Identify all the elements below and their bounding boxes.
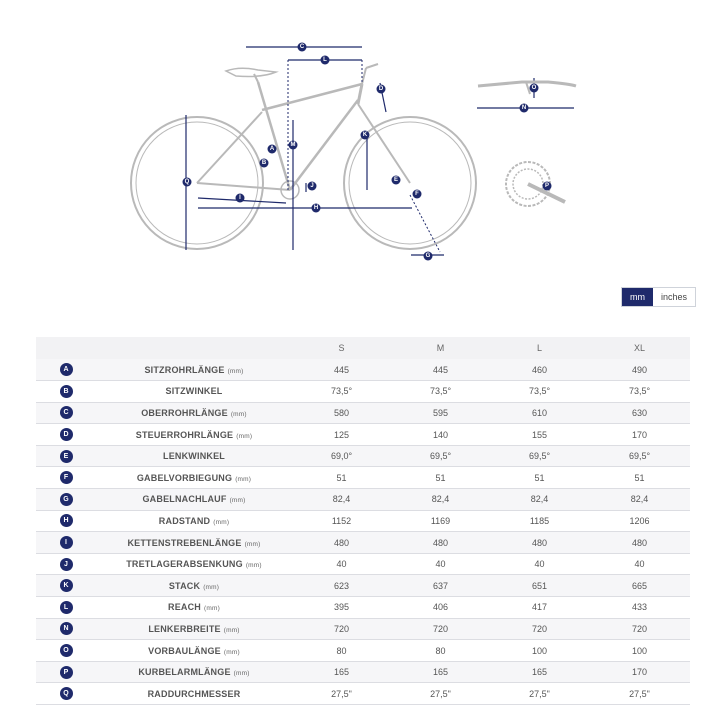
badge-I xyxy=(236,194,245,203)
measurement-code-badge: H xyxy=(60,514,73,527)
handlebar-detail xyxy=(478,82,576,94)
crankset-detail xyxy=(506,162,565,206)
measurement-name-cell xyxy=(96,445,292,467)
measurement-name: KETTENSTREBENLÄNGE xyxy=(127,537,242,548)
svg-text:N: N xyxy=(521,105,527,111)
svg-text:I: I xyxy=(239,195,241,201)
measurement-code-badge: A xyxy=(60,363,73,376)
measurement-name: LENKWINKEL xyxy=(163,451,225,462)
measurement-code-badge: J xyxy=(60,558,73,571)
measurement-name-cell xyxy=(96,575,292,597)
table-row xyxy=(36,661,690,683)
value-cell: 27,5" xyxy=(490,683,589,705)
value-cell: 51 xyxy=(490,467,589,489)
value-cell: 480 xyxy=(292,532,391,554)
measurement-name-cell xyxy=(96,402,292,424)
badge-P xyxy=(543,182,552,191)
value-cell: 480 xyxy=(490,532,589,554)
row-badge-cell xyxy=(36,683,96,705)
badge-H xyxy=(312,204,321,213)
measurement-name-cell xyxy=(96,424,292,446)
row-badge-cell xyxy=(36,381,96,403)
value-cell: 165 xyxy=(292,661,391,683)
dimension-lines xyxy=(186,47,574,255)
value-cell: 51 xyxy=(391,467,490,489)
measurement-name-cell xyxy=(96,467,292,489)
value-cell: 1185 xyxy=(490,510,589,532)
measurement-name: GABELVORBIEGUNG xyxy=(136,472,233,483)
size-header[interactable]: L xyxy=(490,337,589,359)
measurement-unit: (mm) xyxy=(233,670,250,678)
svg-text:O: O xyxy=(531,85,537,91)
measurement-unit: (mm) xyxy=(204,605,220,613)
measurement-code-badge: L xyxy=(60,601,73,614)
value-cell: 720 xyxy=(292,618,391,640)
value-cell: 720 xyxy=(490,618,589,640)
bike-geometry-diagram xyxy=(0,0,720,280)
geometry-table xyxy=(36,337,690,705)
measurement-name: TRETLAGERABSENKUNG xyxy=(126,559,243,570)
value-cell: 480 xyxy=(589,532,690,554)
table-row xyxy=(36,445,690,467)
svg-text:K: K xyxy=(362,132,368,138)
svg-text:F: F xyxy=(415,191,419,197)
value-cell: 27,5" xyxy=(589,683,690,705)
row-badge-cell xyxy=(36,402,96,424)
table-row xyxy=(36,618,690,640)
measurement-name-cell xyxy=(96,532,292,554)
row-badge-cell xyxy=(36,597,96,619)
measurement-name-cell xyxy=(96,640,292,662)
table-row xyxy=(36,683,690,705)
value-cell: 100 xyxy=(589,640,690,662)
row-badge-cell xyxy=(36,553,96,575)
measurement-unit: (mm) xyxy=(203,583,220,591)
measurement-unit: (mm) xyxy=(229,497,246,505)
value-cell: 69,5° xyxy=(391,445,490,467)
measurement-unit: (mm) xyxy=(223,648,240,656)
svg-text:C: C xyxy=(299,44,305,50)
measurement-name-cell xyxy=(96,618,292,640)
svg-text:A: A xyxy=(269,146,275,152)
value-cell: 651 xyxy=(490,575,589,597)
measurement-unit: (mm) xyxy=(245,562,262,570)
value-cell: 170 xyxy=(589,424,690,446)
badge-J xyxy=(308,182,317,191)
table-row xyxy=(36,424,690,446)
value-cell: 80 xyxy=(292,640,391,662)
badge-L xyxy=(321,56,330,65)
badge-K xyxy=(361,131,370,140)
svg-text:Q: Q xyxy=(184,179,190,185)
value-cell: 406 xyxy=(391,597,490,619)
badge-C xyxy=(298,43,307,52)
table-row xyxy=(36,640,690,662)
value-cell: 125 xyxy=(292,424,391,446)
unit-inches-button[interactable]: inches xyxy=(653,288,695,306)
value-cell: 1206 xyxy=(589,510,690,532)
value-cell: 445 xyxy=(292,359,391,381)
value-cell: 665 xyxy=(589,575,690,597)
value-cell: 637 xyxy=(391,575,490,597)
value-cell: 595 xyxy=(391,402,490,424)
measurement-name-cell xyxy=(96,359,292,381)
value-cell: 82,4 xyxy=(391,489,490,511)
measurement-code-badge: I xyxy=(60,536,73,549)
value-cell: 82,4 xyxy=(589,489,690,511)
table-row xyxy=(36,381,690,403)
measurement-code-badge: F xyxy=(60,471,73,484)
table-header-row xyxy=(36,337,690,359)
measurement-unit: (mm) xyxy=(227,367,244,375)
value-cell: 395 xyxy=(292,597,391,619)
value-cell: 630 xyxy=(589,402,690,424)
badge-E xyxy=(392,176,401,185)
measurement-name-cell xyxy=(96,381,292,403)
svg-text:G: G xyxy=(425,253,431,259)
row-badge-cell xyxy=(36,510,96,532)
value-cell: 170 xyxy=(589,661,690,683)
value-cell: 720 xyxy=(391,618,490,640)
size-header[interactable]: XL xyxy=(589,337,690,359)
value-cell: 480 xyxy=(391,532,490,554)
measurement-name: SITZROHRLÄNGE xyxy=(144,364,225,375)
value-cell: 490 xyxy=(589,359,690,381)
measurement-name: STACK xyxy=(168,580,201,591)
value-cell: 165 xyxy=(490,661,589,683)
value-cell: 27,5" xyxy=(391,683,490,705)
header-badge-cell xyxy=(36,337,96,359)
svg-text:M: M xyxy=(290,142,296,148)
measurement-unit: (mm) xyxy=(223,626,240,634)
value-cell: 51 xyxy=(589,467,690,489)
measurement-name: REACH xyxy=(168,602,202,613)
value-cell: 40 xyxy=(391,553,490,575)
measurement-code-badge: Q xyxy=(60,687,73,700)
measurement-name-cell xyxy=(96,553,292,575)
table-row xyxy=(36,467,690,489)
value-cell: 73,5° xyxy=(589,381,690,403)
unit-mm-button[interactable]: mm xyxy=(622,288,653,306)
unit-toggle xyxy=(621,287,696,307)
measurement-name-cell xyxy=(96,683,292,705)
value-cell: 1152 xyxy=(292,510,391,532)
measurement-code-badge: O xyxy=(60,644,73,657)
row-badge-cell xyxy=(36,661,96,683)
value-cell: 73,5° xyxy=(292,381,391,403)
measurement-code-badge: G xyxy=(60,493,73,506)
row-badge-cell xyxy=(36,640,96,662)
value-cell: 720 xyxy=(589,618,690,640)
measurement-unit: (mm) xyxy=(213,518,230,526)
table-row xyxy=(36,489,690,511)
row-badge-cell xyxy=(36,424,96,446)
measurement-code-badge: E xyxy=(60,450,73,463)
badge-G xyxy=(424,252,433,261)
table-row xyxy=(36,402,690,424)
measurement-name: OBERROHRLÄNGE xyxy=(141,407,228,418)
value-cell: 82,4 xyxy=(490,489,589,511)
badge-M xyxy=(289,141,298,150)
size-header[interactable]: M xyxy=(391,337,490,359)
value-cell: 165 xyxy=(391,661,490,683)
measurement-name: GABELNACHLAUF xyxy=(142,494,227,505)
value-cell: 40 xyxy=(589,553,690,575)
badge-B xyxy=(260,159,269,168)
value-cell: 73,5° xyxy=(490,381,589,403)
value-cell: 580 xyxy=(292,402,391,424)
svg-text:L: L xyxy=(323,57,327,63)
measurement-name: RADSTAND xyxy=(158,515,211,526)
value-cell: 27,5" xyxy=(292,683,391,705)
header-name-cell xyxy=(96,337,292,359)
value-cell: 623 xyxy=(292,575,391,597)
value-cell: 69,5° xyxy=(589,445,690,467)
measurement-name-cell xyxy=(96,661,292,683)
badge-O xyxy=(530,84,539,93)
value-cell: 140 xyxy=(391,424,490,446)
svg-text:H: H xyxy=(313,205,319,211)
row-badge-cell xyxy=(36,445,96,467)
value-cell: 69,5° xyxy=(490,445,589,467)
measurement-code-badge: K xyxy=(60,579,73,592)
measurement-unit: (mm) xyxy=(230,410,247,418)
row-badge-cell xyxy=(36,467,96,489)
badge-A xyxy=(268,145,277,154)
value-cell: 155 xyxy=(490,424,589,446)
value-cell: 610 xyxy=(490,402,589,424)
value-cell: 100 xyxy=(490,640,589,662)
measurement-name-cell xyxy=(96,489,292,511)
row-badge-cell xyxy=(36,575,96,597)
size-header[interactable]: S xyxy=(292,337,391,359)
table-row xyxy=(36,597,690,619)
row-badge-cell xyxy=(36,489,96,511)
value-cell: 40 xyxy=(292,553,391,575)
row-badge-cell xyxy=(36,359,96,381)
measurement-unit: (mm) xyxy=(235,475,252,483)
value-cell: 82,4 xyxy=(292,489,391,511)
row-badge-cell xyxy=(36,532,96,554)
measurement-name: RADDURCHMESSER xyxy=(147,688,241,699)
measurement-code-badge: B xyxy=(60,385,73,398)
value-cell: 1169 xyxy=(391,510,490,532)
measurement-code-badge: D xyxy=(60,428,73,441)
table-row xyxy=(36,532,690,554)
value-cell: 433 xyxy=(589,597,690,619)
measurement-name: VORBAULÄNGE xyxy=(148,645,221,656)
measurement-name-cell xyxy=(96,597,292,619)
value-cell: 460 xyxy=(490,359,589,381)
table-row xyxy=(36,575,690,597)
table-row xyxy=(36,553,690,575)
value-cell: 80 xyxy=(391,640,490,662)
measurement-name: SITZWINKEL xyxy=(165,386,223,397)
value-cell: 417 xyxy=(490,597,589,619)
table-row xyxy=(36,510,690,532)
value-cell: 445 xyxy=(391,359,490,381)
measurement-name: LENKERBREITE xyxy=(148,623,221,634)
measurement-code-badge: C xyxy=(60,406,73,419)
measurement-name: KURBELARMLÄNGE xyxy=(138,667,231,678)
geometry-table-body xyxy=(36,359,690,705)
badge-D xyxy=(377,85,386,94)
svg-text:B: B xyxy=(261,160,267,166)
measurement-unit: (mm) xyxy=(244,540,261,548)
measurement-unit: (mm) xyxy=(236,432,253,440)
svg-text:E: E xyxy=(393,177,399,183)
badge-F xyxy=(413,190,422,199)
measurement-code-badge: P xyxy=(60,666,73,679)
measurement-code-badge: N xyxy=(60,622,73,635)
badge-Q xyxy=(183,178,192,187)
value-cell: 40 xyxy=(490,553,589,575)
svg-text:D: D xyxy=(378,86,384,92)
row-badge-cell xyxy=(36,618,96,640)
badge-N xyxy=(520,104,529,113)
value-cell: 73,5° xyxy=(391,381,490,403)
value-cell: 51 xyxy=(292,467,391,489)
value-cell: 69,0° xyxy=(292,445,391,467)
measurement-name-cell xyxy=(96,510,292,532)
svg-text:P: P xyxy=(544,183,550,189)
table-row xyxy=(36,359,690,381)
measurement-name: STEUERROHRLÄNGE xyxy=(135,429,234,440)
svg-text:J: J xyxy=(310,183,314,189)
